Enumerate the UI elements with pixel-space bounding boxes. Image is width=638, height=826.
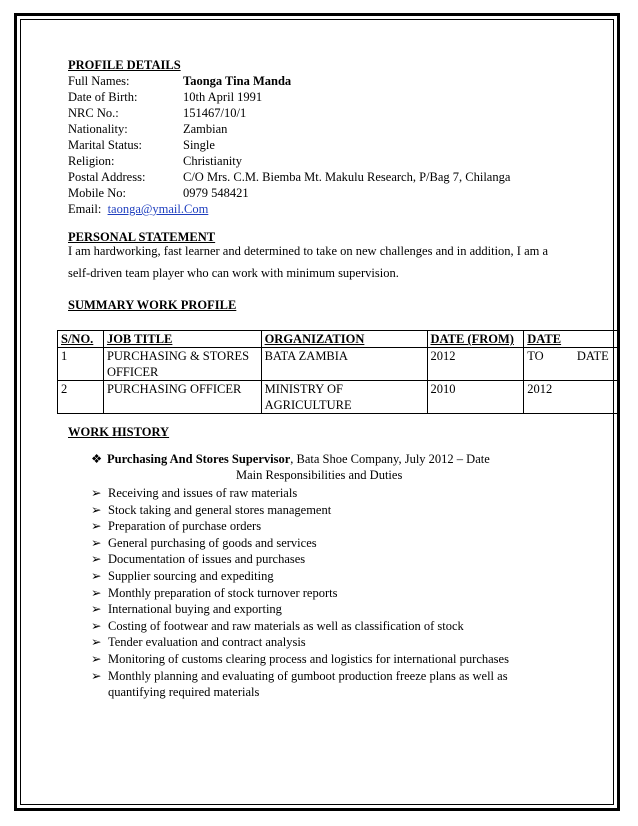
field-label: Nationality: xyxy=(68,122,128,136)
field-label: NRC No.: xyxy=(68,106,119,120)
profile-row-religion xyxy=(68,153,242,169)
profile-row-nrc xyxy=(68,105,246,121)
job-details: , Bata Shoe Company, July 2012 – Date xyxy=(290,452,490,466)
arrow-bullet-icon: ➢ xyxy=(91,486,102,500)
arrow-bullet-icon: ➢ xyxy=(91,651,102,666)
cell-org: MINISTRY OF AGRICULTURE xyxy=(261,381,427,414)
statement-line: self-driven team player who can work with minimum supervision. xyxy=(68,266,399,280)
list-item: ➢ Tender evaluation and contract analysis xyxy=(91,635,306,650)
summary-heading: SUMMARY WORK PROFILE xyxy=(68,298,237,312)
field-label: Marital Status: xyxy=(68,138,142,152)
arrow-bullet-icon: ➢ xyxy=(91,668,102,683)
column-header: JOB TITLE xyxy=(103,331,261,348)
list-item: ➢ Preparation of purchase orders xyxy=(91,519,262,534)
field-label: Mobile No: xyxy=(68,186,126,200)
table-header-row xyxy=(58,331,620,348)
list-item: ➢ Costing of footwear and raw materials as well as classification of stock xyxy=(91,618,464,633)
cell-to: TO DATE xyxy=(524,348,620,381)
profile-heading: PROFILE DETAILS xyxy=(68,58,181,72)
cell-title: PURCHASING OFFICER xyxy=(103,381,261,414)
arrow-bullet-icon: ➢ xyxy=(91,535,102,550)
cell-from: 2012 xyxy=(427,348,524,381)
field-label: Date of Birth: xyxy=(68,90,138,104)
statement-line: I am hardworking, fast learner and determined to take on new challenges and in addition, I am a xyxy=(68,244,549,258)
profile-row-email xyxy=(68,201,208,217)
list-item: ➢ Monthly preparation of stock turnover reports xyxy=(91,585,338,600)
list-item: ➢ Documentation of issues and purchases xyxy=(91,552,306,567)
statement-text xyxy=(68,240,578,284)
cell-org: BATA ZAMBIA xyxy=(261,348,427,381)
job-title: Purchasing And Stores Supervisor xyxy=(107,452,291,466)
job-entry xyxy=(91,451,490,467)
arrow-bullet-icon: ➢ xyxy=(91,568,102,583)
duties-list xyxy=(91,485,531,701)
field-value: Christianity xyxy=(183,154,243,168)
list-item: ➢ Stock taking and general stores management xyxy=(91,502,332,517)
column-header: DATE (FROM) xyxy=(427,331,524,348)
profile-row-nationality xyxy=(68,121,227,137)
arrow-bullet-icon: ➢ xyxy=(91,585,102,600)
arrow-bullet-icon: ➢ xyxy=(91,519,102,534)
cell-sno: 2 xyxy=(58,381,104,414)
list-item: ➢ International buying and exporting xyxy=(91,602,282,617)
list-item: ➢ General purchasing of goods and services xyxy=(91,535,317,550)
arrow-bullet-icon: ➢ xyxy=(91,602,102,617)
profile-row-dob xyxy=(68,89,262,105)
summary-table xyxy=(57,330,620,414)
cell-sno: 1 xyxy=(58,348,104,381)
cell-from: 2010 xyxy=(427,381,524,414)
cell-to: 2012 xyxy=(524,381,620,414)
profile-row-full-names xyxy=(68,73,291,89)
table-row xyxy=(58,348,620,381)
field-value: Single xyxy=(183,138,215,152)
field-value: Taonga Tina Manda xyxy=(183,74,292,88)
profile-row-mobile xyxy=(68,185,249,201)
field-label: Full Names: xyxy=(68,74,130,88)
list-item: ➢ Monthly planning and evaluating of gumboot production freeze plans as well as quantifying required materials xyxy=(91,668,508,700)
column-header: DATE xyxy=(524,331,620,348)
list-item: ➢ Monitoring of customs clearing process and logistics for international purchases xyxy=(91,651,509,666)
column-header: S/NO. xyxy=(58,331,104,348)
table-row xyxy=(58,381,620,414)
field-value: 151467/10/1 xyxy=(183,106,247,120)
field-label: Postal Address: xyxy=(68,170,146,184)
duties-subheading: Main Responsibilities and Duties xyxy=(236,468,403,482)
field-value: C/O Mrs. C.M. Biemba Mt. Makulu Research, P/Bag 7, Chilanga xyxy=(183,170,511,184)
cell-title: PURCHASING & STORES OFFICER xyxy=(103,348,261,381)
email-label: Email: xyxy=(68,202,102,216)
diamond-bullet-icon: ❖ xyxy=(91,452,103,466)
profile-row-marital xyxy=(68,137,215,153)
list-item: ➢ Supplier sourcing and expediting xyxy=(91,568,274,583)
profile-row-postal xyxy=(68,169,510,185)
email-link[interactable]: taonga@ymail.Com xyxy=(107,202,209,216)
field-value: 0979 548421 xyxy=(183,186,249,200)
field-value: Zambian xyxy=(183,122,228,136)
column-header: ORGANIZATION xyxy=(261,331,427,348)
history-heading: WORK HISTORY xyxy=(68,425,170,439)
arrow-bullet-icon: ➢ xyxy=(91,502,102,517)
statement-heading: PERSONAL STATEMENT xyxy=(68,230,216,244)
arrow-bullet-icon: ➢ xyxy=(91,635,102,650)
field-value: 10th April 1991 xyxy=(183,90,263,104)
field-label: Religion: xyxy=(68,154,115,168)
arrow-bullet-icon: ➢ xyxy=(91,618,102,633)
arrow-bullet-icon: ➢ xyxy=(91,552,102,567)
list-item: ➢ Receiving and issues of raw materials xyxy=(91,486,298,500)
